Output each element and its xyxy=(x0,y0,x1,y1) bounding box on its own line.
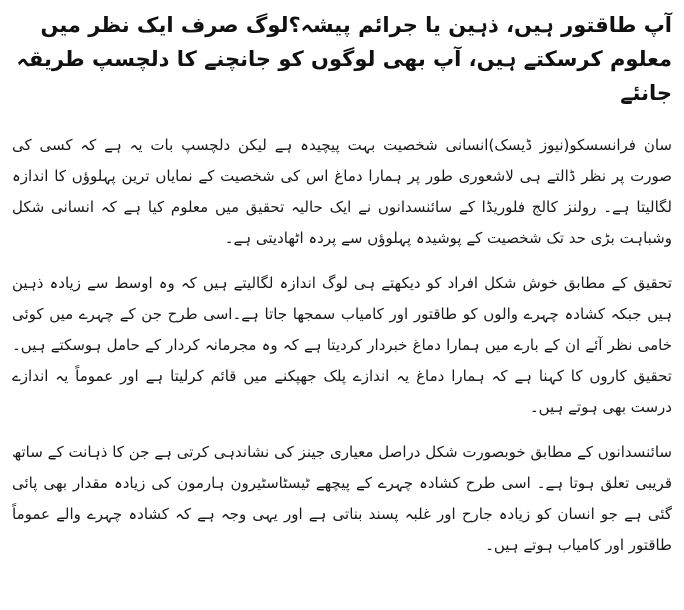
article-paragraph: تحقیق کے مطابق خوش شکل افراد کو دیکھتے ہی لوگ اندازہ لگالیتے ہیں کہ وہ اوسط سے زیادہ ذہین ہیں جبکہ کشادہ چہرے والوں کو طاقتور اور کامیاب سمجھا جاتا ہے۔اسی طرح جن کے چہرے میں کوئی خامی نظر آئے ان کے بارے میں ہمارا دماغ خبردار کردیتا ہے کہ وہ مجرمانہ کردار کے حامل ہوسکتے ہیں۔ تحقیق کاروں کا کہنا ہے کہ ہمارا دماغ یہ اندازے پلک جھپکنے میں قائم کرلیتا ہے اور عموماً یہ اندازے درست بھی ہوتے ہیں۔ xyxy=(12,274,672,416)
article-title: آپ طاقتور ہیں، ذہین یا جرائم پیشہ؟لوگ صرف ایک نظر میں معلوم کرسکتے ہیں، آپ بھی لوگوں کو جانچنے کا دلچسپ طریقہ جانئے xyxy=(16,13,672,105)
article-paragraph: سائنسدانوں کے مطابق خوبصورت شکل دراصل معیاری جینز کی نشاندہی کرتی ہے جن کا ذہانت کے ساتھ قریبی تعلق ہوتا ہے۔ اسی طرح کشادہ چہرے کے پیچھے ٹیسٹاسٹیرون ہارمون کی زیادہ مقدار بھی پائی گئی ہے جو انسان کو زیادہ جارح اور غلبہ پسند بناتی ہے اور یہی وجہ ہے کہ کشادہ چہرے والے عموماً طاقتور اور کامیاب ہوتے ہیں۔ xyxy=(12,443,672,554)
article-paragraph: سان فرانسسکو(نیوز ڈیسک)انسانی شخصیت بہت پیچیدہ ہے لیکن دلچسپ بات یہ ہے کہ کسی کی صورت پر نظر ڈالتے ہی لاشعوری طور پر ہمارا دماغ اس کی شخصیت کے نمایاں ترین پہلوﺅں کا اندازہ لگالیتا ہے۔ رولنز کالج فلوریڈا کے سائنسدانوں نے ایک حالیہ تحقیق میں معلوم کیا ہے کہ انسانی شکل وشباہت بڑی حد تک شخصیت کے پوشیدہ پہلوﺅں سے پردہ اٹھادیتی ہے۔ xyxy=(12,136,672,247)
